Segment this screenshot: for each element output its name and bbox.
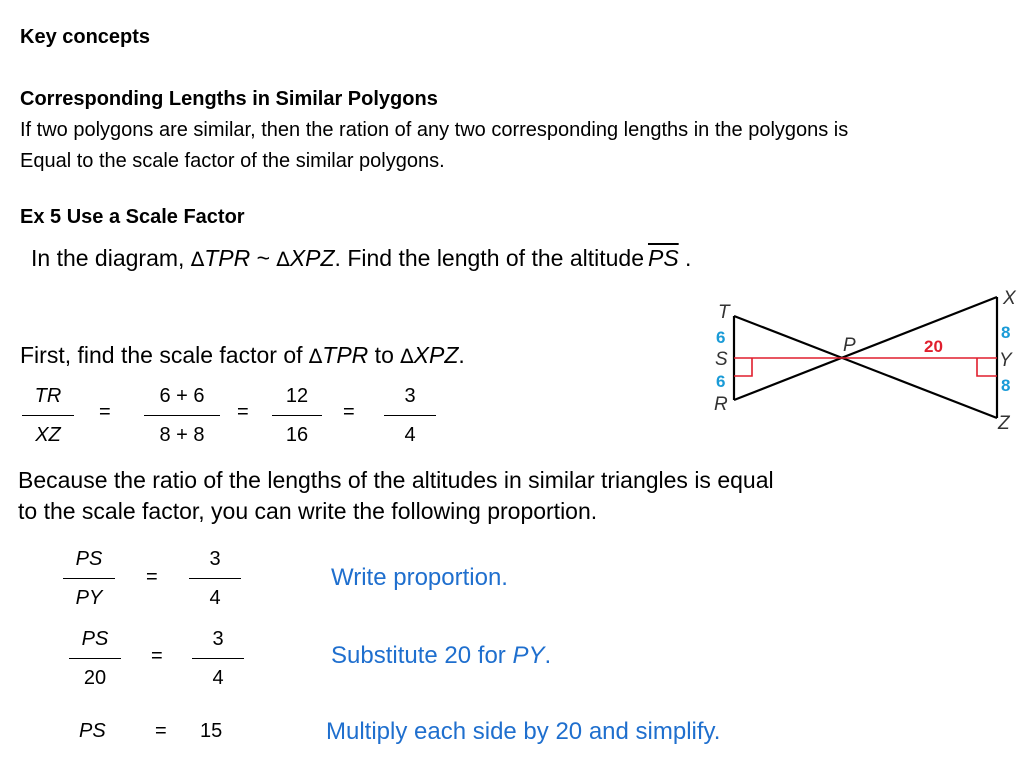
because-line1: Because the ratio of the lengths of the altitudes in similar triangles is equal xyxy=(18,467,774,493)
step2-note-end: . xyxy=(544,642,552,669)
triangle-symbol: ∆ xyxy=(308,344,323,368)
step2-note-var: PY xyxy=(512,642,545,669)
fraction-sum xyxy=(144,381,220,450)
first-step-tri2: XPZ xyxy=(413,342,459,368)
first-step-tri1: TPR xyxy=(322,342,369,368)
problem-sim: ~ xyxy=(250,245,277,271)
problem-tri1: TPR xyxy=(204,245,251,271)
fraction-bar xyxy=(144,415,220,416)
equals-sign: = xyxy=(146,566,158,588)
fraction-denominator: 16 xyxy=(285,424,309,446)
fraction-3-4 xyxy=(384,381,436,450)
step3-rhs: 15 xyxy=(200,720,223,742)
fraction-numerator: 3 xyxy=(209,548,221,570)
example-title: Ex 5 Use a Scale Factor xyxy=(20,206,245,228)
fraction-denominator: 4 xyxy=(212,667,224,689)
fraction-bar xyxy=(192,658,244,659)
fraction-12-16 xyxy=(272,381,322,450)
step3-note-number: 20 xyxy=(555,718,583,745)
problem-end: . xyxy=(678,245,692,271)
step2-note-prefix: Substitute xyxy=(331,642,445,669)
step3-note-prefix: Multiply each side by xyxy=(326,718,556,745)
section-text-line1: If two polygons are similar, then the ration of any two corresponding lengths in the polygons is xyxy=(20,119,849,141)
equals-sign: = xyxy=(343,401,355,423)
step3-note xyxy=(326,718,720,746)
label-t: T xyxy=(718,302,730,323)
right-angle-mark-s xyxy=(734,358,752,376)
fraction-numerator: 3 xyxy=(404,385,416,407)
label-z: Z xyxy=(998,413,1010,434)
equals-sign: = xyxy=(155,720,167,742)
label-p: P xyxy=(843,335,856,356)
step1-note: Write proportion. xyxy=(331,564,508,591)
fraction-numerator: 12 xyxy=(285,385,309,407)
equals-sign: = xyxy=(151,645,163,667)
problem-middle: . Find the length of the altitude xyxy=(334,245,644,271)
step1-rhs-fraction xyxy=(189,544,241,613)
fraction-denominator: 20 xyxy=(83,667,107,689)
first-step-prefix: First, find the scale factor of xyxy=(20,342,309,368)
step3-note-end: and simplify. xyxy=(582,718,721,745)
equals-sign: = xyxy=(237,401,249,423)
label-r: R xyxy=(714,394,728,415)
fraction-bar xyxy=(189,578,241,579)
first-step-to: to xyxy=(368,342,401,368)
section-title: Corresponding Lengths in Similar Polygons xyxy=(20,88,438,110)
fraction-bar xyxy=(384,415,436,416)
because-line2: to the scale factor, you can write the following proportion. xyxy=(18,498,598,524)
length-yz: 8 xyxy=(1001,376,1011,395)
step1-lhs-fraction xyxy=(63,544,115,613)
right-angle-mark-y xyxy=(977,358,997,376)
length-py: 20 xyxy=(924,337,943,356)
problem-statement xyxy=(31,245,691,272)
fraction-numerator: 3 xyxy=(212,628,224,650)
first-step xyxy=(20,342,465,369)
triangles-diagram xyxy=(700,280,1024,440)
triangle-symbol: ∆ xyxy=(276,247,290,271)
fraction-bar xyxy=(63,578,115,579)
fraction-numerator: TR xyxy=(34,385,62,407)
fraction-numerator: 6 + 6 xyxy=(159,385,205,407)
problem-prefix: In the diagram, xyxy=(31,245,191,271)
step2-note-mid: for xyxy=(471,642,513,669)
fraction-denominator: 4 xyxy=(404,424,416,446)
length-sr: 6 xyxy=(716,372,726,391)
problem-tri2: XPZ xyxy=(289,245,335,271)
segment-tz xyxy=(734,316,997,418)
fraction-denominator: 4 xyxy=(209,587,221,609)
fraction-bar xyxy=(69,658,121,659)
key-concepts-heading: Key concepts xyxy=(20,26,151,48)
step2-note xyxy=(331,642,551,670)
length-xy: 8 xyxy=(1001,323,1011,342)
fraction-denominator: PY xyxy=(75,587,103,609)
step2-lhs-fraction xyxy=(69,624,121,693)
segment-rx xyxy=(734,297,997,400)
fraction-bar xyxy=(22,415,74,416)
equals-sign: = xyxy=(99,401,111,423)
length-ts: 6 xyxy=(716,328,726,347)
fraction-numerator: PS xyxy=(81,628,109,650)
fraction-tr-xz xyxy=(22,381,74,450)
first-step-end: . xyxy=(458,342,465,368)
fraction-denominator: 8 + 8 xyxy=(159,424,205,446)
section-text-line2: Equal to the scale factor of the similar polygons. xyxy=(20,150,445,172)
label-y: Y xyxy=(999,350,1012,371)
fraction-bar xyxy=(272,415,322,416)
triangle-symbol: ∆ xyxy=(400,344,414,368)
step2-rhs-fraction xyxy=(192,624,244,693)
label-x: X xyxy=(1003,288,1016,309)
step2-note-number: 20 xyxy=(444,642,472,669)
step3-lhs: PS xyxy=(79,720,106,742)
triangle-symbol: ∆ xyxy=(190,247,205,271)
label-s: S xyxy=(715,349,728,370)
fraction-numerator: PS xyxy=(75,548,103,570)
fraction-denominator: XZ xyxy=(35,424,61,446)
problem-seg: $\overline{PS}$ xyxy=(647,245,679,271)
